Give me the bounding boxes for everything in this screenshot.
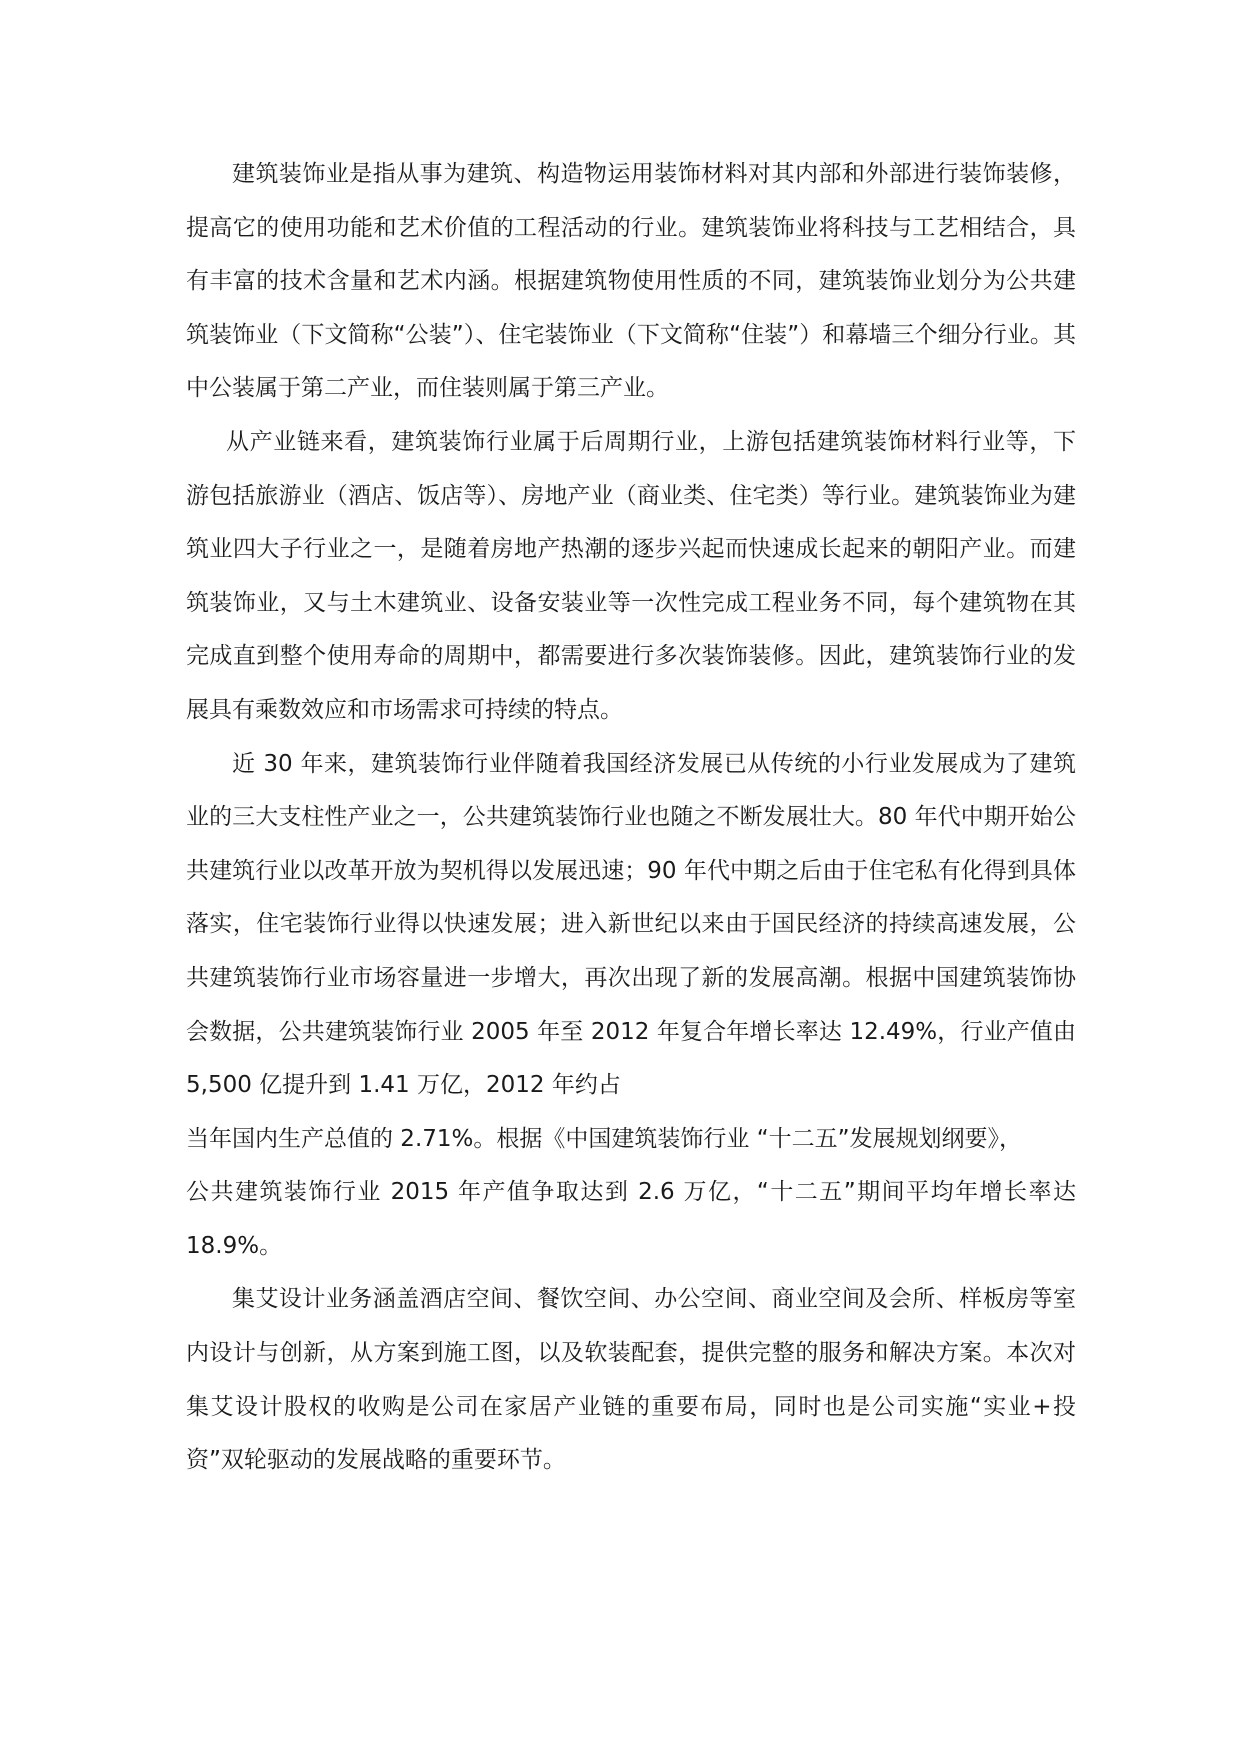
paragraph-gdp-share: 当年国内生产总值的 2.71%。根据《中国建筑装饰行业 “十二五”发展规划纲要》，: [186, 1125, 1023, 1152]
paragraph-2015-target: 公共建筑装饰行业 2015 年产值争取达到 2.6 万亿，“十二五”期间平均年增长率达 18.9%。: [186, 1179, 1076, 1259]
paragraph-jiai-design: 集艾设计业务涵盖酒店空间、餐饮空间、办公空间、商业空间及会所、样板房等室内设计与创新，从方案到施工图，以及软装配套，提供完整的服务和解决方案。本次对集艾设计股权的收购是公司在家居产业链的重要布局，同时也是公司实施“实业+投资”双轮驱动的发展战略的重要环节。: [186, 1286, 1076, 1474]
paragraph-industry-definition: 建筑装饰业是指从事为建筑、构造物运用装饰材料对其内部和外部进行装饰装修，提高它的使用功能和艺术价值的工程活动的行业。建筑装饰业将科技与工艺相结合，具有丰富的技术含量和艺术内涵。根据建筑物使用性质的不同，建筑装饰业划分为公共建筑装饰业（下文简称“公装”）、住宅装饰业（下文简称“住装”）和幕墙三个细分行业。其中公装属于第二产业，而住装则属于第三产业。: [186, 161, 1076, 402]
paragraph-industry-history: 近 30 年来，建筑装饰行业伴随着我国经济发展已从传统的小行业发展成为了建筑业的三大支柱性产业之一，公共建筑装饰行业也随之不断发展壮大。80 年代中期开始公共建筑行业以改革开放为契机得以发展迅速；90 年代中期之后由于住宅私有化得到具体落实，住宅装饰行业得以快速发展；进入新世纪以来由于国民经济的持续高速发展，公共建筑装饰行业市场容量进一步增大，再次出现了新的发展高潮。根据中国建筑装饰协会数据，公共建筑装饰行业 2005 年至 2012 年复合年增长率达 12.49%，行业产值由 5,500 亿提升到 1.41 万亿，2012 年约占: [186, 750, 1076, 1099]
paragraph-industry-chain: 从产业链来看，建筑装饰行业属于后周期行业，上游包括建筑装饰材料行业等，下游包括旅游业（酒店、饭店等）、房地产业（商业类、住宅类）等行业。建筑装饰业为建筑业四大子行业之一，是随着房地产热潮的逐步兴起而快速成长起来的朝阳产业。而建筑装饰业，又与土木建筑业、设备安装业等一次性完成工程业务不同，每个建筑物在其完成直到整个使用寿命的周期中，都需要进行多次装饰装修。因此，建筑装饰行业的发展具有乘数效应和市场需求可持续的特点。: [186, 428, 1076, 723]
document-body: [186, 148, 1076, 1488]
